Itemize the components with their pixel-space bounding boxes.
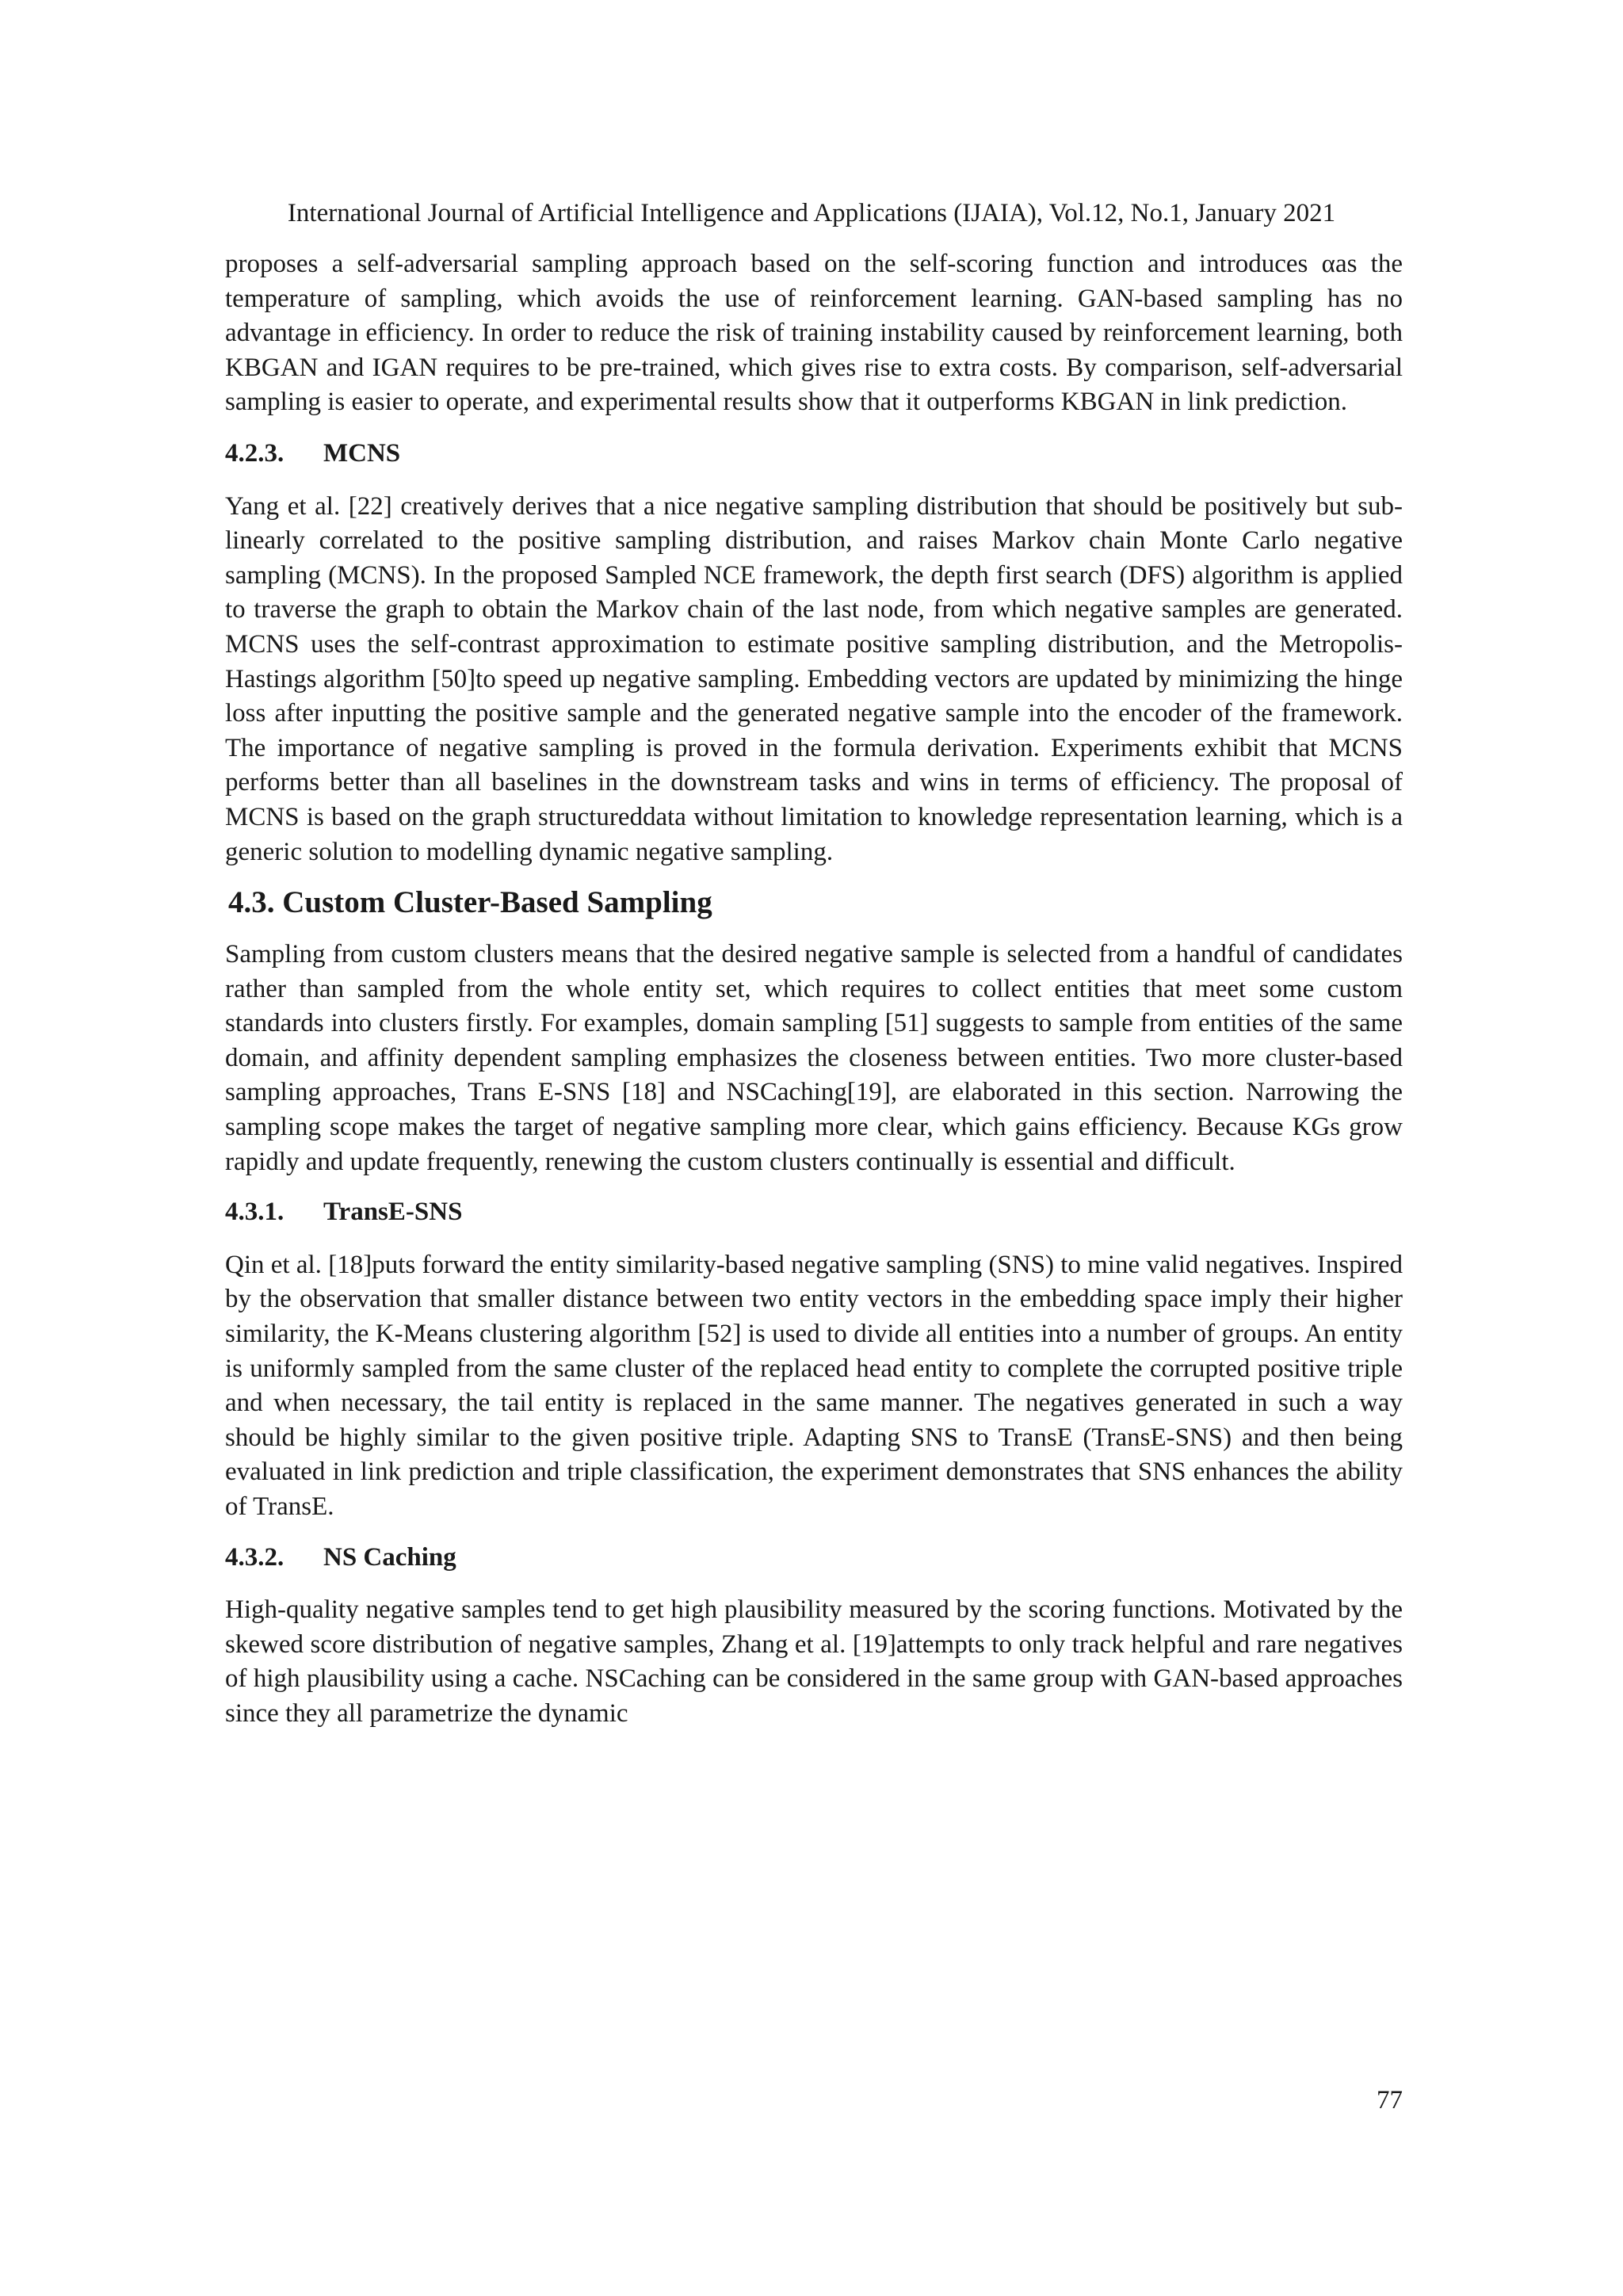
- subsection-heading-4-3-2: [225, 1541, 1403, 1576]
- section-heading-4-3: 4.3. Custom Cluster-Based Sampling: [228, 885, 712, 920]
- paragraph-ns-caching: High-quality negative samples tend to get high plausibility measured by the scoring functions. Motivated by the skewed score distribution of negative samples, Zhang et al. [19]attempts to only track helpful and rare negatives of high plausibility using a cache. NSCaching can be considered in the same group with GAN-based approaches since they all parametrize the dynamic: [225, 1595, 1403, 1728]
- subsection-title: NS Caching: [323, 1542, 456, 1572]
- subsection-title: MCNS: [323, 438, 401, 468]
- running-header: International Journal of Artificial Intelligence and Applications (IJAIA), Vol.12, No.1, January 2021: [287, 199, 1336, 227]
- paragraph-self-adversarial: proposes a self-adversarial sampling approach based on the self-scoring function and introduces αas the temperature of sampling, which avoids the use of reinforcement learning. GAN-based sampling has no advantage in efficiency. In order to reduce the risk of training instability caused by reinforcement learning, both KBGAN and IGAN requires to be pre-trained, which gives rise to extra costs. By comparison, self-adversarial sampling is easier to operate, and experimental results show that it outperforms KBGAN in link prediction.: [225, 250, 1403, 417]
- subsection-heading-4-2-3: [225, 437, 1403, 472]
- subsection-number: 4.2.3.: [225, 438, 285, 468]
- subsection-number: 4.3.1.: [225, 1198, 285, 1227]
- paragraph-mcns: Yang et al. [22] creatively derives that a nice negative sampling distribution that should be positively but sub-linearly correlated to the positive sampling distribution, and raises Markov chain Monte Carlo negative sampling (MCNS). In the proposed Sampled NCE framework, the depth first search (DFS) algorithm is applied to traverse the graph to obtain the Markov chain of the last node, from which negative samples are generated. MCNS uses the self-contrast approximation to estimate positive sampling distribution, and the Metropolis-Hastings algorithm [50]to speed up negative sampling. Embedding vectors are updated by minimizing the hinge loss after inputting the positive sample and the generated negative sample into the encoder of the framework. The importance of negative sampling is proved in the formula derivation. Experiments exhibit that MCNS performs better than all baselines in the downstream tasks and wins in terms of efficiency. The proposal of MCNS is based on the graph structureddata without limitation to knowledge representation learning, which is a generic solution to modelling dynamic negative sampling.: [225, 491, 1403, 866]
- page-body: [225, 247, 1403, 1732]
- subsection-number: 4.3.2.: [225, 1542, 285, 1572]
- page-number: 77: [1377, 2086, 1403, 2115]
- subsection-title: TransE-SNS: [323, 1198, 463, 1227]
- paragraph-transe-sns: Qin et al. [18]puts forward the entity similarity-based negative sampling (SNS) to mine valid negatives. Inspired by the observation that smaller distance between two entity vectors in the embedding space imply their higher similarity, the K-Means clustering algorithm [52] is used to divide all entities into a number of groups. An entity is uniformly sampled from the same cluster of the replaced head entity to complete the corrupted positive triple and when necessary, the tail entity is replaced in the same manner. The negatives generated in such a way should be highly similar to the given positive triple. Adapting SNS to TransE (TransE-SNS) and then being evaluated in link prediction and triple classification, the experiment demonstrates that SNS enhances the ability of TransE.: [225, 1250, 1403, 1521]
- subsection-heading-4-3-1: [225, 1195, 1403, 1230]
- paragraph-custom-cluster: Sampling from custom clusters means that the desired negative sample is selected from a handful of candidates rather than sampled from the whole entity set, which requires to collect entities that meet some custom standards into clusters firstly. For examples, domain sampling [51] suggests to sample from entities of the same domain, and affinity dependent sampling emphasizes the closeness between entities. Two more cluster-based sampling approaches, Trans E-SNS [18] and NSCaching[19], are elaborated in this section. Narrowing the sampling scope makes the target of negative sampling more clear, which gains efficiency. Because KGs grow rapidly and update frequently, renewing the custom clusters continually is essential and difficult.: [225, 940, 1403, 1176]
